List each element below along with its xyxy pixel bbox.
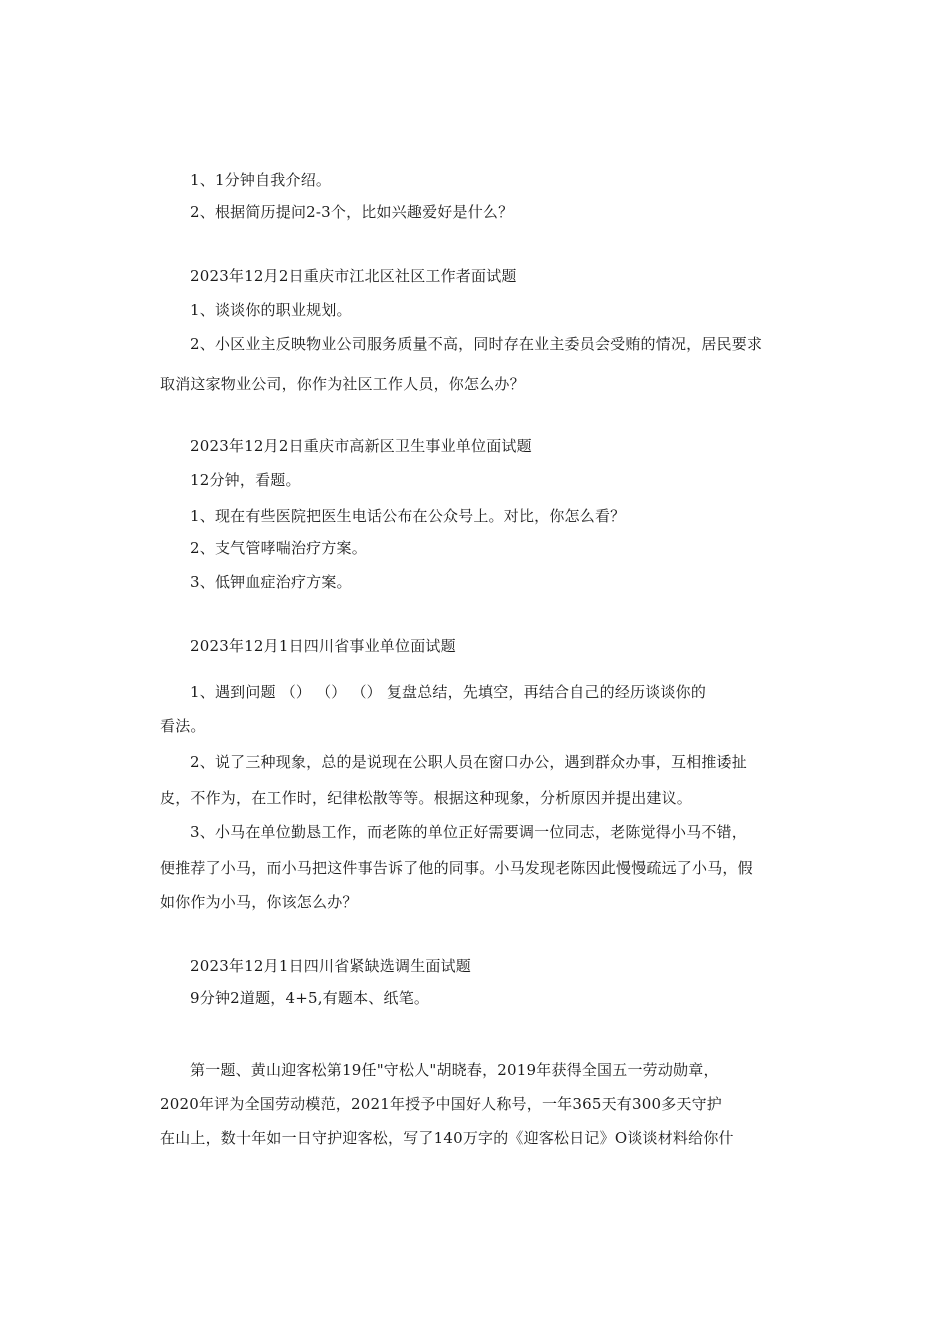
text-line: 在山上，数十年如一日守护迎客松，写了140万字的《迎客松日记》O谈谈材料给你什 [160,1129,734,1147]
section-heading: 2023年12月1日四川省事业单位面试题 [190,637,456,655]
text-line: 1、遇到问题 （） （） （） 复盘总结，先填空，再结合自己的经历谈谈你的 [190,683,707,701]
section-heading: 2023年12月1日四川省紧缺选调生面试题 [190,957,472,975]
text-line: 2020年评为全国劳动模范，2021年授予中国好人称号，一年365天有300多天守护 [160,1095,723,1113]
text-line: 1、谈谈你的职业规划。 [190,301,352,319]
text-line: 皮，不作为，在工作时，纪律松散等等。根据这种现象，分析原因并提出建议。 [160,789,693,807]
section-heading: 2023年12月2日重庆市高新区卫生事业单位面试题 [190,437,532,455]
text-line: 2、小区业主反映物业公司服务质量不高，同时存在业主委员会受贿的情况，居民要求 [190,335,763,353]
text-line: 看法。 [160,717,206,735]
text-line: 3、低钾血症治疗方案。 [190,573,352,591]
text-line: 第一题、黄山迎客松第19任"守松人"胡晓春，2019年获得全国五一劳动勋章， [190,1061,719,1079]
text-line: 2、根据简历提问2-3个，比如兴趣爱好是什么？ [190,203,514,221]
section-heading: 2023年12月2日重庆市江北区社区工作者面试题 [190,267,517,285]
text-line: 便推荐了小马，而小马把这件事告诉了他的同事。小马发现老陈因此慢慢疏远了小马，假 [160,859,753,877]
text-line: 12分钟，看题。 [190,471,301,489]
text-line: 如你作为小马，你该怎么办？ [160,893,358,911]
text-line: 3、小马在单位勤恳工作，而老陈的单位正好需要调一位同志，老陈觉得小马不错， [190,823,747,841]
text-line: 9分钟2道题，4+5,有题本、纸笔。 [190,989,430,1007]
text-line: 1、现在有些医院把医生电话公布在公众号上。对比，你怎么看？ [190,507,626,525]
text-line: 2、说了三种现象，总的是说现在公职人员在窗口办公，遇到群众办事，互相推诿扯 [190,753,747,771]
text-line: 取消这家物业公司，你作为社区工作人员，你怎么办？ [160,375,525,393]
text-line: 1、1分钟自我介绍。 [190,171,332,189]
text-line: 2、支气管哮喘治疗方案。 [190,539,367,557]
